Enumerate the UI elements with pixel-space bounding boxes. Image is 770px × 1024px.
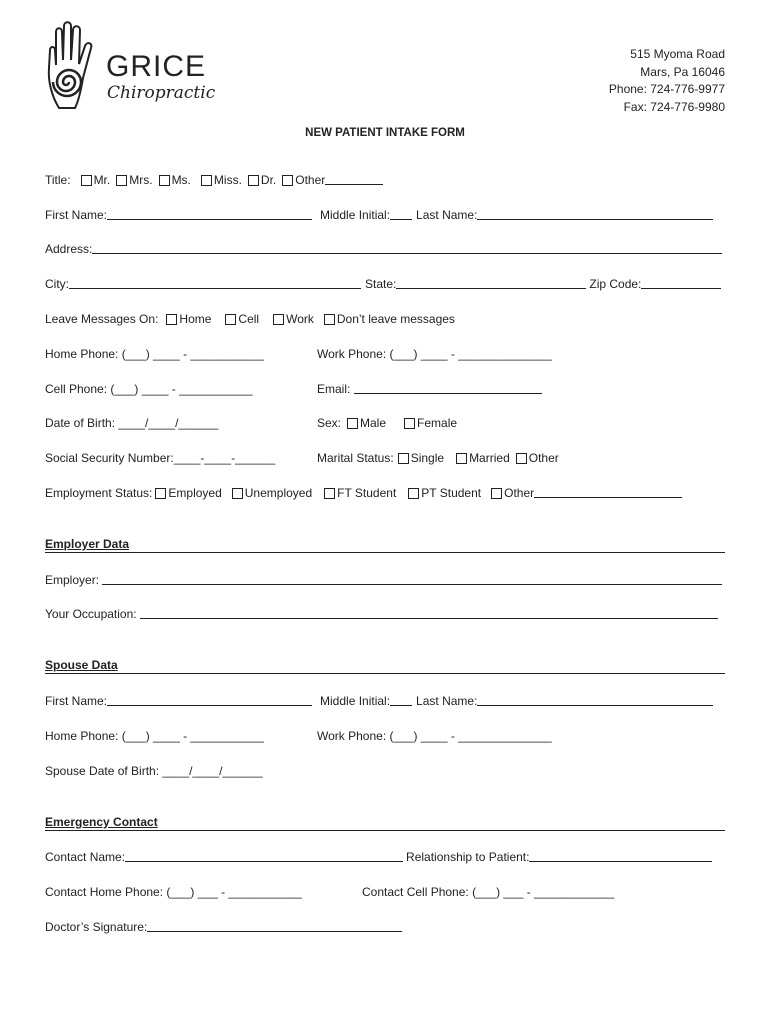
employment-other[interactable]: Other bbox=[491, 486, 682, 500]
spouse-first-name-label: First Name: bbox=[45, 694, 108, 708]
checkbox[interactable] bbox=[324, 314, 335, 325]
employment-unemployed[interactable]: Unemployed bbox=[232, 486, 312, 500]
address-row bbox=[45, 242, 722, 256]
checkbox[interactable] bbox=[456, 453, 467, 464]
title-ms[interactable]: Ms. bbox=[159, 173, 191, 187]
logo-tagline: Chiropractic bbox=[107, 83, 216, 103]
practice-address bbox=[609, 46, 725, 116]
title-mrs[interactable]: Mrs. bbox=[116, 173, 152, 187]
city-row bbox=[45, 277, 721, 291]
emergency-section-header: Emergency Contact bbox=[45, 815, 725, 831]
spouse-last-name-field[interactable] bbox=[477, 694, 713, 706]
first-name-label: First Name: bbox=[45, 208, 108, 222]
signature-field[interactable] bbox=[147, 920, 402, 932]
marital-label: Marital Status: bbox=[317, 451, 394, 465]
address-label: Address: bbox=[45, 242, 93, 256]
zip-field[interactable] bbox=[641, 277, 721, 289]
name-row bbox=[45, 208, 713, 222]
employer-row bbox=[45, 573, 722, 587]
logo bbox=[45, 20, 216, 115]
marital-other[interactable]: Other bbox=[516, 451, 559, 465]
work-phone[interactable]: Work Phone: (___) ____ - ______________ bbox=[317, 347, 552, 361]
spouse-work-phone[interactable]: Work Phone: (___) ____ - ______________ bbox=[317, 729, 552, 743]
form-title: NEW PATIENT INTAKE FORM bbox=[305, 127, 465, 139]
last-name-label: Last Name: bbox=[416, 208, 478, 222]
sex-row bbox=[317, 416, 457, 430]
contact-name-label: Contact Name: bbox=[45, 850, 126, 864]
title-miss[interactable]: Miss. bbox=[201, 173, 242, 187]
checkbox[interactable] bbox=[324, 488, 335, 499]
logo-name: GRICE bbox=[106, 50, 207, 83]
checkbox[interactable] bbox=[116, 175, 127, 186]
messages-work[interactable]: Work bbox=[273, 312, 314, 326]
checkbox[interactable] bbox=[232, 488, 243, 499]
last-name-field[interactable] bbox=[477, 208, 713, 220]
address-street: 515 Myoma Road bbox=[630, 47, 725, 61]
checkbox[interactable] bbox=[404, 418, 415, 429]
cell-phone[interactable]: Cell Phone: (___) ____ - ___________ bbox=[45, 382, 253, 396]
address-field[interactable] bbox=[92, 242, 722, 254]
employment-pt-student[interactable]: PT Student bbox=[408, 486, 481, 500]
employment-label: Employment Status: bbox=[45, 486, 153, 500]
checkbox[interactable] bbox=[273, 314, 284, 325]
checkbox[interactable] bbox=[282, 175, 293, 186]
first-name-field[interactable] bbox=[107, 208, 312, 220]
title-other[interactable]: Other bbox=[282, 173, 383, 187]
spouse-dob[interactable]: Spouse Date of Birth: ____/____/______ bbox=[45, 764, 263, 778]
checkbox[interactable] bbox=[225, 314, 236, 325]
checkbox[interactable] bbox=[491, 488, 502, 499]
checkbox[interactable] bbox=[166, 314, 177, 325]
sex-label: Sex: bbox=[317, 416, 342, 430]
contact-name-field[interactable] bbox=[125, 850, 403, 862]
signature-row bbox=[45, 920, 402, 934]
signature-label: Doctor’s Signature: bbox=[45, 920, 148, 934]
title-mr[interactable]: Mr. bbox=[81, 173, 111, 187]
spouse-middle-initial-label: Middle Initial: bbox=[320, 694, 391, 708]
employer-label: Employer: bbox=[45, 573, 100, 587]
email-field[interactable] bbox=[354, 382, 542, 394]
relationship-label: Relationship to Patient: bbox=[406, 850, 530, 864]
email-label: Email: bbox=[317, 382, 351, 396]
employer-field[interactable] bbox=[102, 573, 722, 585]
occupation-field[interactable] bbox=[140, 607, 718, 619]
spouse-first-name-field[interactable] bbox=[107, 694, 312, 706]
hand-spiral-logo-icon bbox=[45, 20, 105, 115]
title-label: Title: bbox=[45, 173, 71, 187]
spouse-name-row bbox=[45, 694, 713, 708]
date-of-birth[interactable]: Date of Birth: ____/____/______ bbox=[45, 416, 219, 430]
occupation-row bbox=[45, 607, 718, 621]
spouse-home-phone[interactable]: Home Phone: (___) ____ - ___________ bbox=[45, 729, 264, 743]
marital-single[interactable]: Single bbox=[398, 451, 444, 465]
middle-initial-field[interactable] bbox=[390, 208, 412, 220]
employment-other-field[interactable] bbox=[534, 486, 682, 498]
sex-female[interactable]: Female bbox=[404, 416, 457, 430]
checkbox[interactable] bbox=[159, 175, 170, 186]
checkbox[interactable] bbox=[81, 175, 92, 186]
home-phone[interactable]: Home Phone: (___) ____ - ___________ bbox=[45, 347, 264, 361]
city-label: City: bbox=[45, 277, 69, 291]
relationship-field[interactable] bbox=[529, 850, 712, 862]
employment-employed[interactable]: Employed bbox=[155, 486, 221, 500]
occupation-label: Your Occupation: bbox=[45, 607, 137, 621]
checkbox[interactable] bbox=[516, 453, 527, 464]
checkbox[interactable] bbox=[201, 175, 212, 186]
email-row bbox=[317, 382, 542, 396]
sex-male[interactable]: Male bbox=[347, 416, 386, 430]
contact-cell-phone[interactable]: Contact Cell Phone: (___) ___ - ____________ bbox=[362, 885, 615, 899]
title-other-field[interactable] bbox=[325, 173, 383, 185]
address-fax: Fax: 724-776-9980 bbox=[623, 99, 725, 114]
checkbox[interactable] bbox=[408, 488, 419, 499]
messages-home[interactable]: Home bbox=[166, 312, 211, 326]
employment-row bbox=[45, 486, 682, 500]
checkbox[interactable] bbox=[347, 418, 358, 429]
marital-married[interactable]: Married bbox=[456, 451, 510, 465]
contact-home-phone[interactable]: Contact Home Phone: (___) ___ - ___________ bbox=[45, 885, 302, 899]
marital-row bbox=[317, 451, 559, 465]
state-field[interactable] bbox=[396, 277, 586, 289]
employment-ft-student[interactable]: FT Student bbox=[324, 486, 396, 500]
state-label: State: bbox=[365, 277, 397, 291]
checkbox[interactable] bbox=[398, 453, 409, 464]
zip-label: Zip Code: bbox=[589, 277, 642, 291]
messages-dont[interactable]: Don’t leave messages bbox=[324, 312, 455, 326]
messages-label: Leave Messages On: bbox=[45, 312, 159, 326]
ssn[interactable]: Social Security Number:____-____-______ bbox=[45, 451, 276, 465]
messages-row bbox=[45, 312, 455, 326]
checkbox[interactable] bbox=[155, 488, 166, 499]
checkbox[interactable] bbox=[248, 175, 259, 186]
address-phone: Phone: 724-776-9977 bbox=[608, 82, 725, 96]
address-city: Mars, Pa 16046 bbox=[640, 64, 725, 79]
spouse-middle-initial-field[interactable] bbox=[390, 694, 412, 706]
middle-initial-label: Middle Initial: bbox=[320, 208, 391, 222]
city-field[interactable] bbox=[69, 277, 361, 289]
spouse-last-name-label: Last Name: bbox=[416, 694, 478, 708]
contact-name-row bbox=[45, 850, 712, 864]
spouse-section-header: Spouse Data bbox=[45, 658, 725, 674]
employer-section-header: Employer Data bbox=[45, 537, 725, 553]
messages-cell[interactable]: Cell bbox=[225, 312, 259, 326]
title-row bbox=[45, 173, 383, 187]
title-dr[interactable]: Dr. bbox=[248, 173, 276, 187]
